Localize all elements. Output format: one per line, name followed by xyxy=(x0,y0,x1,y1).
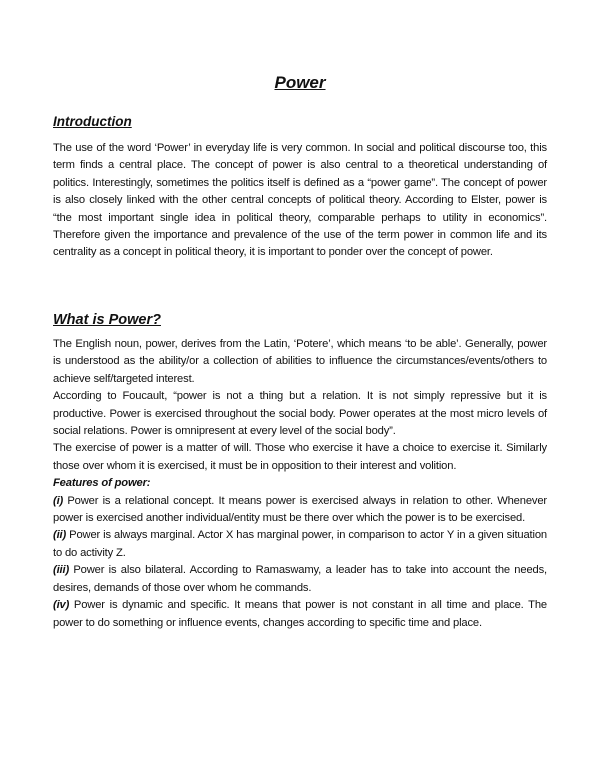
feature-item xyxy=(53,493,547,528)
section-heading-introduction: Introduction xyxy=(53,114,132,129)
feature-text: Power is dynamic and specific. It means that power is not constant in all time and place. The power to do something or influence events, changes according to specific time and place. xyxy=(53,599,547,629)
document-page xyxy=(53,0,547,776)
feature-number: (ii) xyxy=(53,529,67,542)
feature-text: Power is a relational concept. It means power is exercised always in relation to other. Whenever power is exercised another individual/entity must be there over which the power is to be exercised. xyxy=(53,494,547,525)
feature-number: (iii) xyxy=(53,564,70,577)
feature-number: (i) xyxy=(53,494,64,507)
definition-paragraph: The English noun, power, derives from the Latin, ‘Potere’, which means ‘to be able’. Generally, power is understood as the ability/or a collection of abilities to influence the circumstances/events/others to achieve self/targeted interest. xyxy=(53,338,547,385)
foucault-paragraph: According to Foucault, “power is not a thing but a relation. It is not simply repressive but it is productive. Power is exercised throughout the social body. Power operates at the most micro levels of social relations. Power is omnipresent at every level of the social body”. xyxy=(53,390,547,438)
features-heading: Features of power: xyxy=(53,477,151,490)
exercise-paragraph: The exercise of power is a matter of will. Those who exercise it have a choice to exercise it. Similarly those over whom it is exercised, it must be in opposition to their interest and volition. xyxy=(53,442,547,472)
feature-item xyxy=(53,527,547,562)
introduction-body xyxy=(53,140,547,262)
page-title: Power xyxy=(274,73,326,92)
feature-text: Power is always marginal. Actor X has marginal power, in comparison to actor Y in a given situation to do activity Z. xyxy=(53,529,547,559)
what-is-power-body xyxy=(53,336,547,632)
feature-item xyxy=(53,562,547,597)
feature-text: Power is also bilateral. According to Ramaswamy, a leader has to take into account the needs, desires, demands of those over whom he commands. xyxy=(53,564,547,594)
introduction-paragraph: The use of the word ‘Power’ in everyday life is very common. In social and political discourse too, this term finds a central place. The concept of power is also central to a theoretical understanding of politics. Interestingly, sometimes the politics itself is defined as a “power game”. The concept of power is also closely linked with the other central concepts of political theory. According to Elster, power is “the most important single idea in political theory, comparable perhaps to utility in economics”. Therefore given the importance and prevalence of the use of the term power in common life and its centrality as a concept in political theory, it is important to ponder over the concept of power. xyxy=(53,142,547,259)
feature-number: (iv) xyxy=(53,599,70,612)
feature-item xyxy=(53,597,547,632)
section-heading-what-is-power: What is Power? xyxy=(53,312,161,328)
